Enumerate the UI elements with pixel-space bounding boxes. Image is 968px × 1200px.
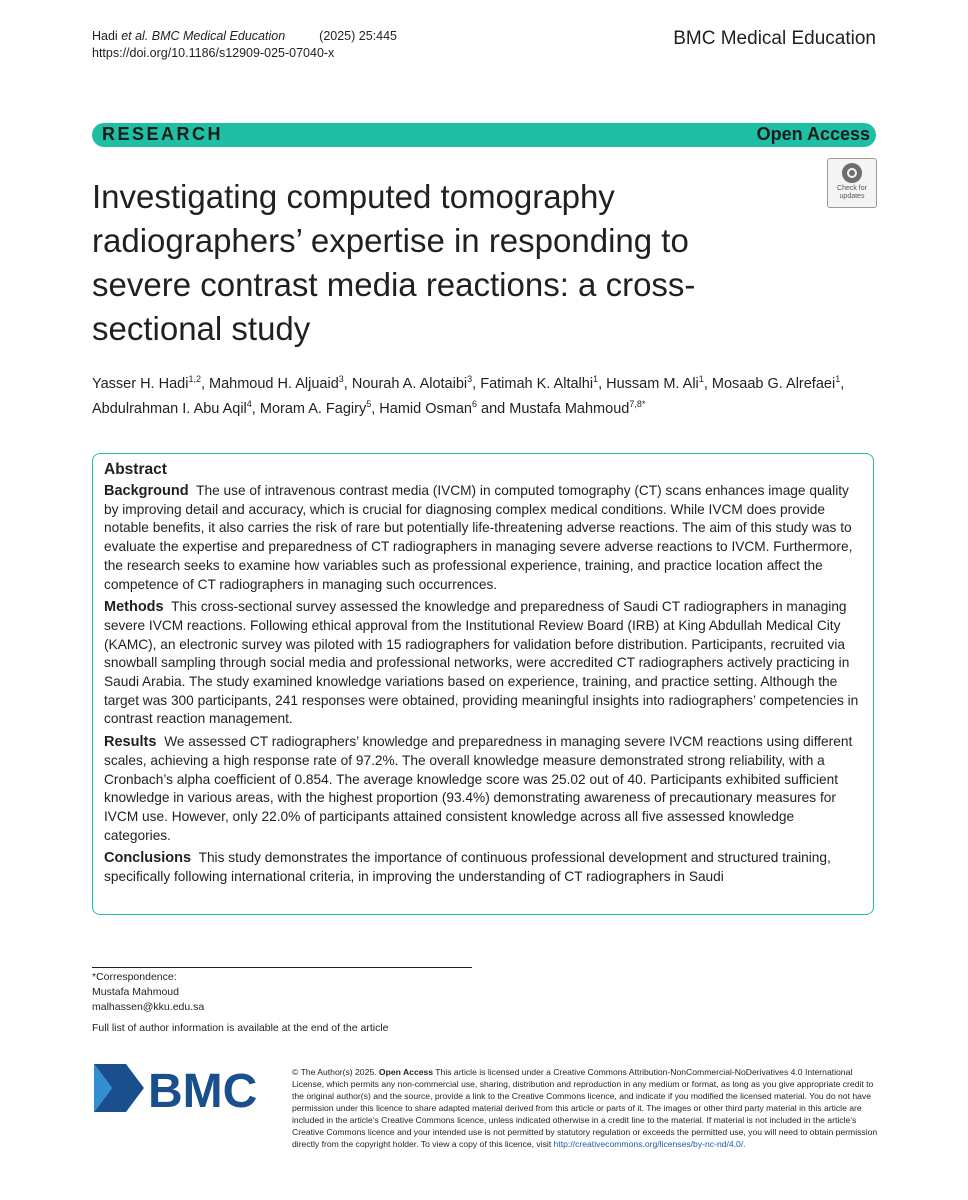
author[interactable]: Mustafa Mahmoud$^{7,8*}$ [509, 399, 646, 417]
license-text [292, 1066, 880, 1150]
running-header [92, 28, 397, 62]
citation-year: (2025) 25:445 [319, 29, 397, 43]
author[interactable]: Abdulrahman I. Abu Aqil$^4$ [92, 399, 252, 417]
author[interactable]: Yasser H. Hadi$^{1,2}$ [92, 374, 201, 392]
logo-text: BMC [148, 1065, 258, 1114]
results-text: We assessed CT radiographers’ knowledge and preparedness in managing severe IVCM reactions using different scales, achieving a high response rate of 97.2%. The overall knowledge measure demonstrated strong reliability, with a Cronbach’s alpha coefficient of 0.854. The average knowledge score was 25.02 out of 40. Participants exhibited sufficient knowledge in various areas, with the highest proportion (93.4%) demonstrating awareness of precautionary measures for IVCM use. However, only 22.0% of participants attained consistent knowledge across all five assessed knowledge categories. [104, 734, 853, 843]
author[interactable]: Hussam M. Ali$^1$ [606, 374, 704, 392]
doi-link[interactable]: https://doi.org/10.1186/s12909-025-07040-x [92, 46, 335, 60]
correspondence-name: Mustafa Mahmoud [92, 986, 179, 998]
conclusions-text: This study demonstrates the importance of continuous professional development and structured training, specifically following international criteria, in improving the understanding of CT radiographers in Saudi [104, 850, 831, 885]
author[interactable]: Fatimah K. Altalhi$^1$ [480, 374, 599, 392]
author-sep: , [703, 376, 712, 392]
background-text: The use of intravenous contrast media (IVCM) in computed tomography (CT) scans enhances image quality by improving detail and accuracy, which is crucial for diagnosing complex medical conditions. While IVCM does provide notable benefits, it also carries the risk of rare but potentially life-threatening adverse reactions. The aim of this study was to evaluate the expertise and preparedness of CT radiographers in managing severe adverse reactions to IVCM. Furthermore, the research seeks to examine how variables such as professional experience, training, and practice location affect the competence of CT radiographers in managing such occurrences. [104, 483, 853, 592]
author-sep: , [343, 376, 352, 392]
author-info-note: Full list of author information is available at the end of the article [92, 1022, 389, 1034]
methods-text: This cross-sectional survey assessed the knowledge and preparedness of Saudi CT radiographers in managing severe IVCM reactions. Following ethical approval from the Institutional Review Board (IRB) at King Abdullah Medical City (KAMC), an electronic survey was piloted with 15 radiographers for validation before distribution. Participants, recruited via snowball sampling through social media and professional networks, were accredited CT radiographers actively practicing in Saudi Arabia. The study examined knowledge variations based on experience, training, and practice setting. Although the target was 300 participants, 241 responses were obtained, providing meaningful insights into radiographers’ competencies in contrast reaction management. [104, 599, 859, 727]
license-link[interactable]: http://creativecommons.org/licenses/by-nc-nd/4.0/. [553, 1139, 746, 1149]
bmc-logo-graphic [92, 1062, 270, 1114]
check-for-updates-badge[interactable] [827, 158, 877, 208]
author[interactable]: Moram A. Fagiry$^5$ [259, 399, 372, 417]
author[interactable]: Nourah A. Alotaibi$^3$ [351, 374, 473, 392]
author-sep: , [472, 376, 481, 392]
check-updates-line2: updates [839, 193, 865, 200]
results-label: Results [104, 734, 157, 751]
author[interactable]: Hamid Osman$^6$ [379, 399, 477, 417]
abstract-methods [104, 598, 863, 729]
journal-name: BMC Medical Education [673, 28, 876, 49]
correspondence [92, 970, 204, 1015]
author-sep: , [840, 376, 845, 392]
author[interactable]: Mosaab G. Alrefaei$^1$ [711, 374, 841, 392]
methods-label: Methods [104, 599, 164, 616]
correspondence-email[interactable]: malhassen@kku.edu.sa [92, 1001, 205, 1013]
citation-prefix: Hadi [92, 29, 122, 43]
author-list [92, 372, 882, 422]
bmc-logo [92, 1062, 270, 1114]
conclusions-label: Conclusions [104, 850, 192, 867]
author-sep: , [200, 376, 210, 392]
abstract-box [92, 453, 874, 915]
open-access-label: Open Access [756, 124, 870, 144]
research-banner [92, 123, 876, 147]
license-prefix: © The Author(s) 2025. [292, 1067, 377, 1077]
article-type-label: RESEARCH [102, 124, 224, 144]
author-sep: , [251, 401, 260, 417]
correspondence-label: *Correspondence: [92, 971, 177, 983]
article-title: Investigating computed tomography radiographers’ expertise in responding to severe contrast media reactions: a cross-sectional study [92, 178, 696, 347]
crossmark-icon [842, 163, 862, 183]
background-label: Background [104, 483, 189, 499]
footnote-divider [92, 967, 472, 968]
abstract-results [104, 733, 863, 845]
abstract-conclusions [104, 849, 863, 886]
author-sep: , [598, 376, 607, 392]
abstract-heading: Abstract [104, 461, 167, 478]
author-sep: and [476, 401, 510, 417]
citation-etal: et al. BMC Medical Education [121, 29, 286, 43]
abstract-background [104, 482, 863, 594]
citation [92, 28, 397, 45]
license-body: This article is licensed under a Creative Commons Attribution-NonCommercial-NoDerivatives 4.0 International License, which permits any non-commercial use, sharing, distribution and reproduction in any medium or format, as long as you give appropriate credit to the original author(s) and the source, provide a link to the Creative Commons licence, and indicate if you modified the licensed material. You do not have permission under this licence to share adapted material derived from this article or parts of it. The images or other third party material in this article are included in the article’s Creative Commons licence, unless indicated otherwise in a credit line to the material. If material is not included in the article’s Creative Commons licence and your intended use is not permitted by statutory regulation or exceeds the permitted use, you will need to obtain permission directly from the copyright holder. To view a copy of this licence, visit [292, 1067, 878, 1149]
author-sep: , [371, 401, 380, 417]
check-updates-line1: Check for [837, 185, 867, 192]
license-open-access: Open Access [378, 1067, 434, 1077]
check-updates-text [828, 185, 876, 201]
author[interactable]: Mahmoud H. Aljuaid$^3$ [209, 374, 344, 392]
